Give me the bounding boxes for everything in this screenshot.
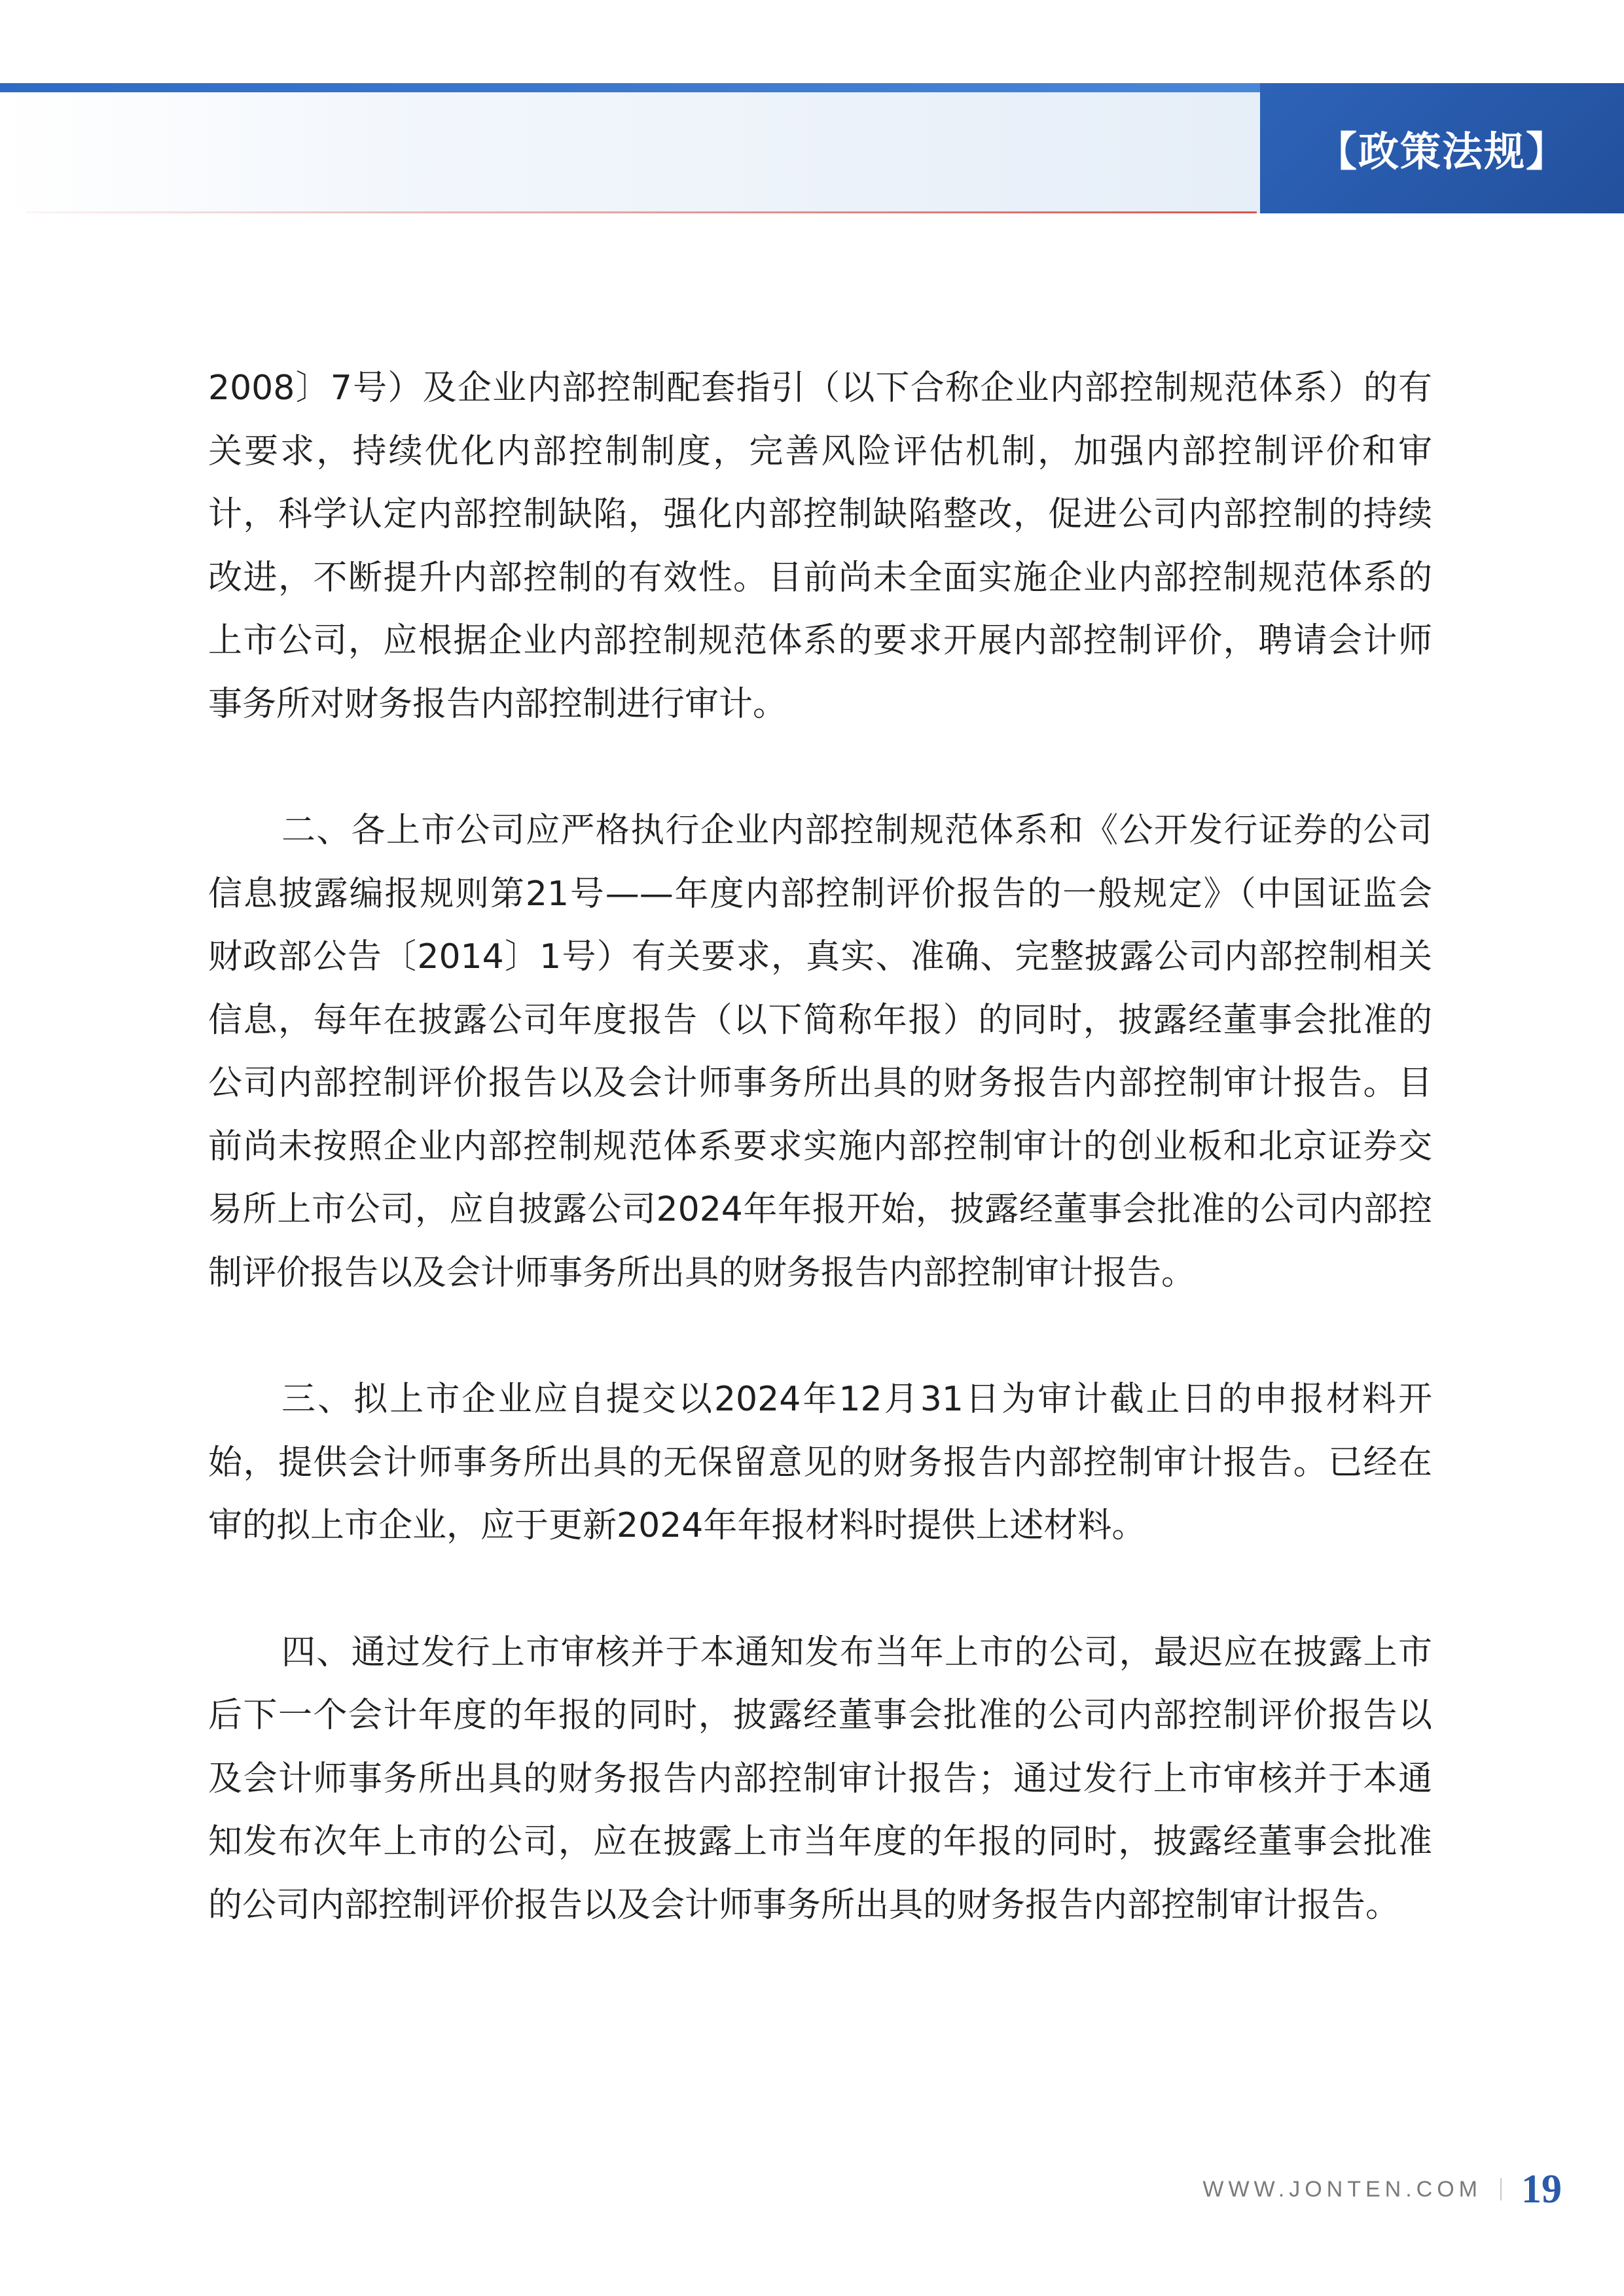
footer-divider bbox=[1500, 2178, 1502, 2200]
paragraph-item-4: 四、通过发行上市审核并于本通知发布当年上市的公司，最迟应在披露上市后下一个会计年度的年报的同时，披露经董事会批准的公司内部控制评价报告以及会计师事务所出具的财务报告内部控制审计报告；通过发行上市审核并于本通知发布次年上市的公司，应在披露上市当年度的年报的同时，披露经董事会批准的公司内部控制评价报告以及会计师事务所出具的财务报告内部控制审计报告。 bbox=[208, 1632, 1432, 1925]
category-tab bbox=[1260, 83, 1624, 213]
header-accent-bar bbox=[0, 83, 1260, 92]
page-number: 19 bbox=[1521, 2166, 1562, 2212]
page-footer bbox=[1202, 2163, 1562, 2215]
article-body bbox=[208, 357, 1432, 2000]
website-url[interactable]: WWW.JONTEN.COM bbox=[1202, 2176, 1482, 2202]
header-banner bbox=[0, 92, 1260, 213]
paragraph-item-3: 三、拟上市企业应自提交以2024年12月31日为审计截止日的申报材料开始，提供会计师事务所出具的无保留意见的财务报告内部控制审计报告。已经在审的拟上市企业，应于更新2024年年报材料时提供上述材料。 bbox=[208, 1380, 1432, 1545]
header-divider bbox=[26, 211, 1257, 213]
category-label: 【政策法规】 bbox=[1316, 128, 1568, 175]
paragraph-item-2: 二、各上市公司应严格执行企业内部控制规范体系和《公开发行证券的公司信息披露编报规则第21号——年度内部控制评价报告的一般规定》（中国证监会 财政部公告〔2014〕1号）有关要求，真实、准确、完整披露公司内部控制相关信息，每年在披露公司年度报告（以下简称年报）的同时，披露经董事会批准的公司内部控制评价报告以及会计师事务所出具的财务报告内部控制审计报告。目前尚未按照企业内部控制规范体系要求实施内部控制审计的创业板和北京证券交易所上市公司，应自披露公司2024年年报开始，披露经董事会批准的公司内部控制评价报告以及会计师事务所出具的财务报告内部控制审计报告。 bbox=[208, 811, 1432, 1293]
paragraph-continued: 2008〕7号）及企业内部控制配套指引（以下合称企业内部控制规范体系）的有关要求，持续优化内部控制制度，完善风险评估机制，加强内部控制评价和审计，科学认定内部控制缺陷，强化内部控制缺陷整改，促进公司内部控制的持续改进，不断提升内部控制的有效性。目前尚未全面实施企业内部控制规范体系的上市公司，应根据企业内部控制规范体系的要求开展内部控制评价，聘请会计师事务所对财务报告内部控制进行审计。 bbox=[208, 368, 1432, 724]
